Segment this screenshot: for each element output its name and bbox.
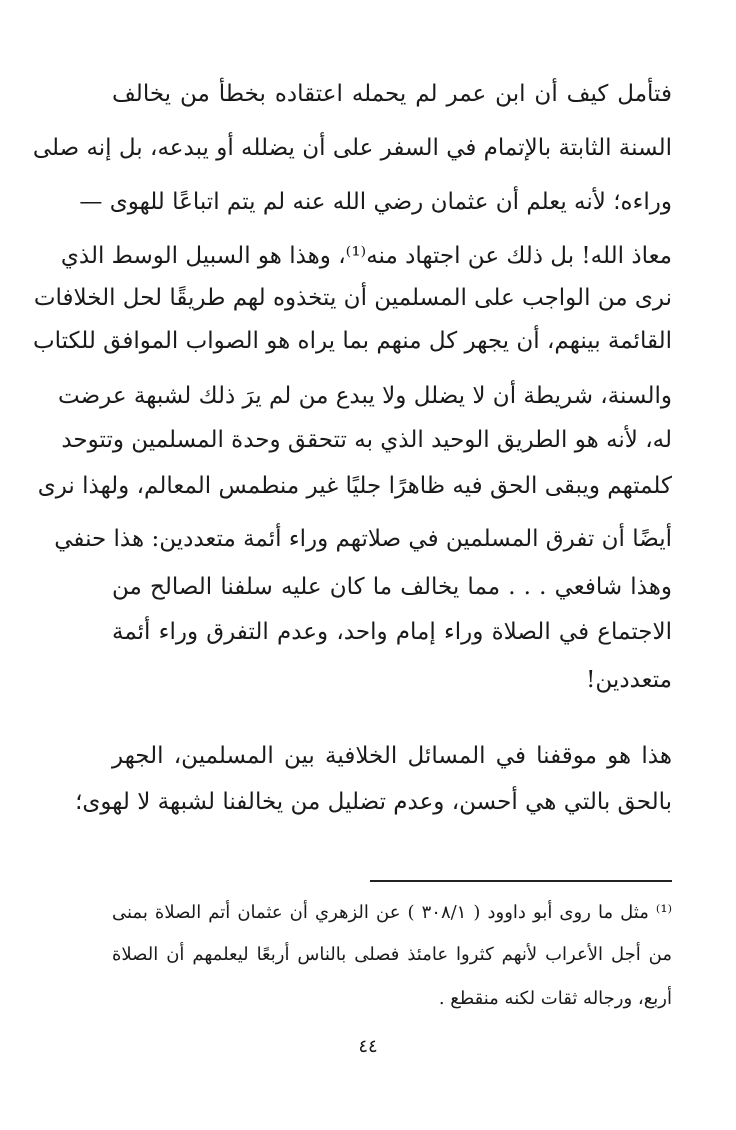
footnote-divider — [370, 880, 672, 882]
body-line: القائمة بينهم، أن يجهر كل منهم بما يراه هو الصواب الموافق للكتاب — [32, 328, 672, 354]
body-line: هذا هو موقفنا في المسائل الخلافية بين المسلمين، الجهر — [112, 743, 672, 769]
body-line: بالحق بالتي هي أحسن، وعدم تضليل من يخالفنا لشبهة لا لهوى؛ — [75, 789, 672, 815]
body-line: السنة الثابتة بالإتمام في السفر على أن يضلله أو يبدعه، بل إنه صلى — [32, 135, 672, 161]
footnote-line: ⁽¹⁾ مثل ما روى أبو داوود ( ٣٠٨/١ ) عن الزهري أن عثمان أتم الصلاة بمنى — [112, 902, 672, 923]
body-line: نرى من الواجب على المسلمين أن يتخذوه لهم طريقًا لحل الخلافات — [33, 285, 672, 311]
body-line: الاجتماع في الصلاة وراء إمام واحد، وعدم التفرق وراء أئمة — [112, 619, 672, 645]
body-line: له، لأنه هو الطريق الوحيد الذي به تتحقق وحدة المسلمين وتتوحد — [61, 427, 672, 453]
footnote-line: من أجل الأعراب لأنهم كثروا عامئذ فصلى بالناس أربعًا ليعلمهم أن الصلاة — [112, 944, 672, 965]
body-line: معاذ الله! بل ذلك عن اجتهاد منه⁽¹⁾، وهذا هو السبيل الوسط الذي — [60, 243, 672, 269]
body-line: فتأمل كيف أن ابن عمر لم يحمله اعتقاده بخطأ من يخالف — [112, 81, 672, 107]
footnote-line: أربع، ورجاله ثقات لكنه منقطع . — [438, 988, 672, 1009]
body-line: وهذا شافعي . . . مما يخالف ما كان عليه سلفنا الصالح من — [112, 574, 672, 600]
body-line: متعددين! — [586, 667, 672, 693]
body-line: كلمتهم ويبقى الحق فيه ظاهرًا جليًا غير منطمس المعالم، ولهذا نرى — [37, 473, 672, 499]
body-line: والسنة، شريطة أن لا يضلل ولا يبدع من لم يرَ ذلك لشبهة عرضت — [58, 383, 672, 409]
body-line: أيضًا أن تفرق المسلمين في صلاتهم وراء أئمة متعددين: هذا حنفي — [54, 526, 672, 552]
page-number: ٤٤ — [358, 1036, 378, 1057]
body-line: وراءه؛ لأنه يعلم أن عثمان رضي الله عنه لم يتم اتباعًا للهوى — — [79, 189, 672, 215]
